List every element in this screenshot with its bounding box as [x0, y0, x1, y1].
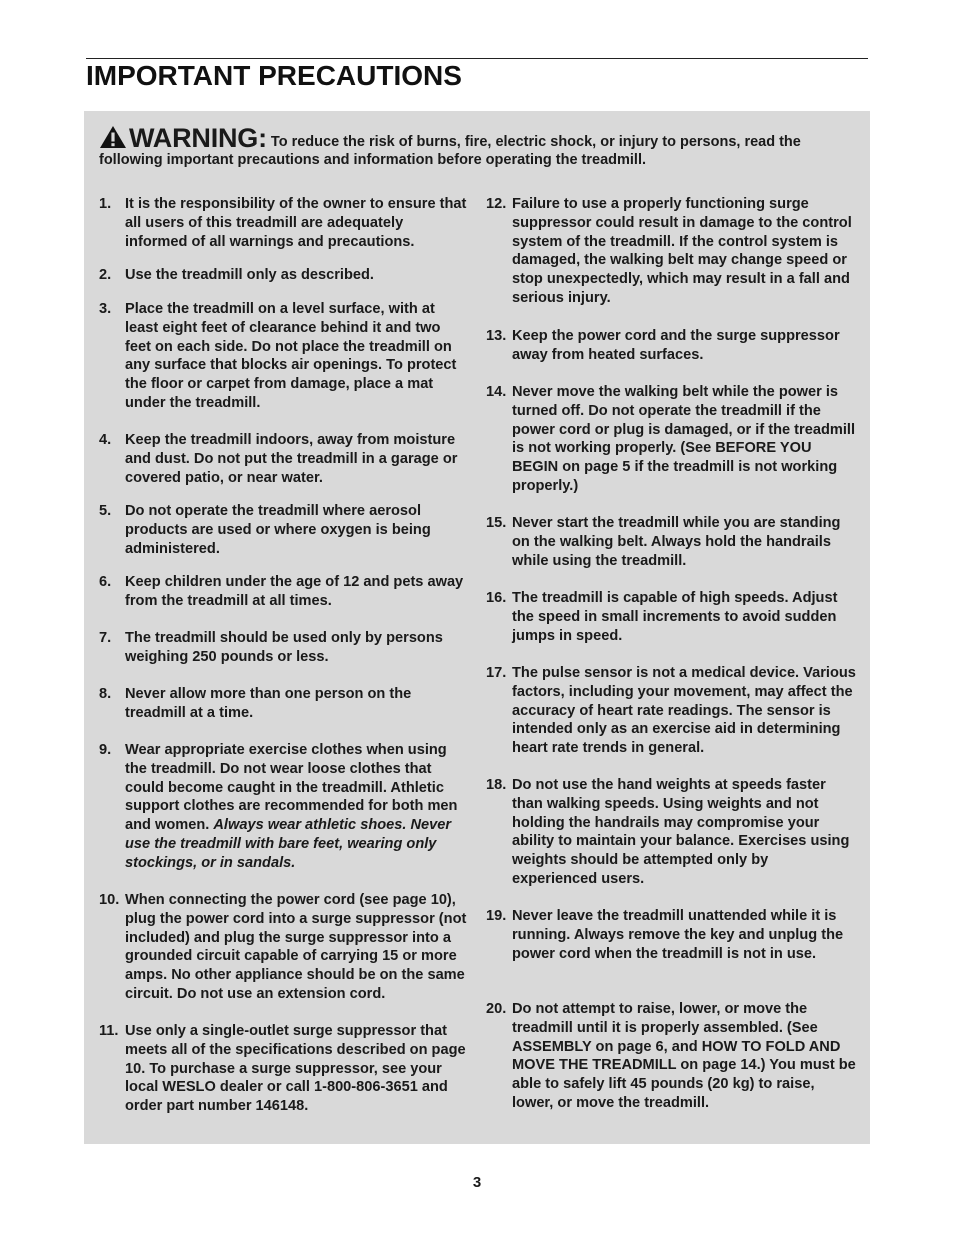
item-number: 17.: [486, 665, 507, 681]
item-number: 20.: [486, 1001, 507, 1017]
list-item: [99, 891, 469, 1004]
list-item: [99, 502, 469, 558]
item-text-main: Wear appropriate exercise clothes when using the treadmill. Do not wear loose clothes that could become caught in the treadmill. Athletic support clothes are recommended for both men and women.: [125, 742, 458, 833]
item-text: The treadmill is capable of high speeds. Adjust the speed in small increments to avoid sudden jumps in speed.: [512, 590, 838, 644]
warning-text: To reduce the risk of burns, fire, electric shock, or injury to persons, read the following important precautions and information before operating the treadmill.: [99, 134, 801, 168]
list-item: [99, 573, 469, 611]
item-number: 14.: [486, 384, 507, 400]
list-item: [99, 300, 469, 413]
item-text: Never start the treadmill while you are standing on the walking belt. Always hold the handrails while using the treadmill.: [512, 515, 841, 569]
item-text: Place the treadmill on a level surface, with at least eight feet of clearance behind it and two feet on each side. Do not place the treadmill on any surface that blocks air openings. To protect the floor or carpet from damage, place a mat under the treadmill.: [125, 301, 457, 411]
item-text: Use the treadmill only as described.: [125, 267, 374, 283]
item-number: 13.: [486, 328, 507, 344]
list-item: [99, 629, 469, 667]
warning-label: WARNING:: [129, 123, 267, 153]
item-number: 19.: [486, 908, 507, 924]
item-number: 10.: [99, 892, 120, 908]
item-text: Keep the power cord and the surge suppressor away from heated surfaces.: [512, 328, 840, 363]
item-text: Never leave the treadmill unattended while it is running. Always remove the key and unplug the power cord when the treadmill is not in use.: [512, 908, 844, 962]
top-rule: [86, 58, 868, 59]
item-number: 18.: [486, 777, 507, 793]
item-text: Keep children under the age of 12 and pets away from the treadmill at all times.: [125, 574, 464, 609]
list-item: [486, 195, 856, 308]
item-number: 5.: [99, 503, 112, 519]
item-text: Do not operate the treadmill where aerosol products are used or where oxygen is being administered.: [125, 503, 431, 557]
item-number: 8.: [99, 686, 112, 702]
list-item: [486, 664, 856, 758]
list-item: [99, 266, 469, 285]
item-number: 16.: [486, 590, 507, 606]
list-item: [486, 776, 856, 889]
item-number: 2.: [99, 267, 112, 283]
list-item: [99, 431, 469, 487]
item-text: Keep the treadmill indoors, away from moisture and dust. Do not put the treadmill in a garage or covered patio, or near water.: [125, 432, 458, 486]
item-text-emphasis: Always wear athletic shoes. Never use the treadmill with bare feet, wearing only stockings, or in sandals.: [125, 817, 452, 871]
item-number: 6.: [99, 574, 112, 590]
list-item: [486, 1000, 856, 1113]
item-text: [125, 741, 469, 872]
page-title: IMPORTANT PRECAUTIONS: [86, 60, 462, 91]
list-item: [486, 514, 856, 570]
item-number: 7.: [99, 630, 112, 646]
item-text: Never move the walking belt while the power is turned off. Do not operate the treadmill if the power cord or plug is damaged, or if the treadmill is not working properly. (See BEFORE YOU BEGIN on page 5 if the treadmill is not working properly.): [512, 384, 856, 494]
item-number: 11.: [99, 1023, 119, 1039]
item-number: 15.: [486, 515, 507, 531]
list-item: [99, 685, 469, 723]
item-text: Failure to use a properly functioning surge suppressor could result in damage to the control system of the treadmill. If the control system is damaged, the walking belt may change speed or stop unexpectedly, which may result in a fall and serious injury.: [512, 196, 852, 306]
item-text: The treadmill should be used only by persons weighing 250 pounds or less.: [125, 630, 443, 665]
warning-block: [99, 125, 859, 169]
list-item: [486, 327, 856, 365]
item-number: 1.: [99, 196, 112, 212]
list-item: [486, 907, 856, 963]
item-text: It is the responsibility of the owner to ensure that all users of this treadmill are adequately informed of all warnings and precautions.: [125, 196, 467, 250]
item-number: 9.: [99, 742, 112, 758]
warning-triangle-icon: [99, 125, 127, 149]
item-text: The pulse sensor is not a medical device. Various factors, including your movement, may affect the accuracy of heart rate readings. The sensor is intended only as an exercise aid in determining heart rate trends in general.: [512, 665, 856, 756]
item-text: Never allow more than one person on the treadmill at a time.: [125, 686, 412, 721]
list-item: [99, 1022, 469, 1116]
item-text: When connecting the power cord (see page 10), plug the power cord into a surge suppressor (not included) and plug the surge suppressor into a grounded circuit capable of carrying 15 or more amps. No other appliance should be on the same circuit. Do not use an extension cord.: [125, 892, 467, 1002]
list-item: [486, 589, 856, 645]
item-text: Do not use the hand weights at speeds faster than walking speeds. Using weights and not holding the handrails may compromise your ability to maintain your balance. Exercises using weights should be attempted only by experienced users.: [512, 777, 850, 887]
item-number: 3.: [99, 301, 112, 317]
item-number: 12.: [486, 196, 507, 212]
list-item: [99, 195, 469, 251]
page-number: 3: [472, 1174, 482, 1191]
list-item: [99, 741, 469, 872]
list-item: [486, 383, 856, 496]
item-number: 4.: [99, 432, 112, 448]
precautions-panel: [84, 111, 870, 1144]
item-text: Do not attempt to raise, lower, or move the treadmill until it is properly assembled. (See ASSEMBLY on page 6, and HOW TO FOLD AND MOVE THE TREADMILL on page 14.) You must be able to safely lift 45 pounds (20 kg) to raise, lower, or move the treadmill.: [512, 1001, 856, 1111]
item-text: Use only a single-outlet surge suppressor that meets all of the specifications described on page 10. To purchase a surge suppressor, see your local WESLO dealer or call 1-800-806-3651 and order part number 146148.: [125, 1023, 466, 1114]
